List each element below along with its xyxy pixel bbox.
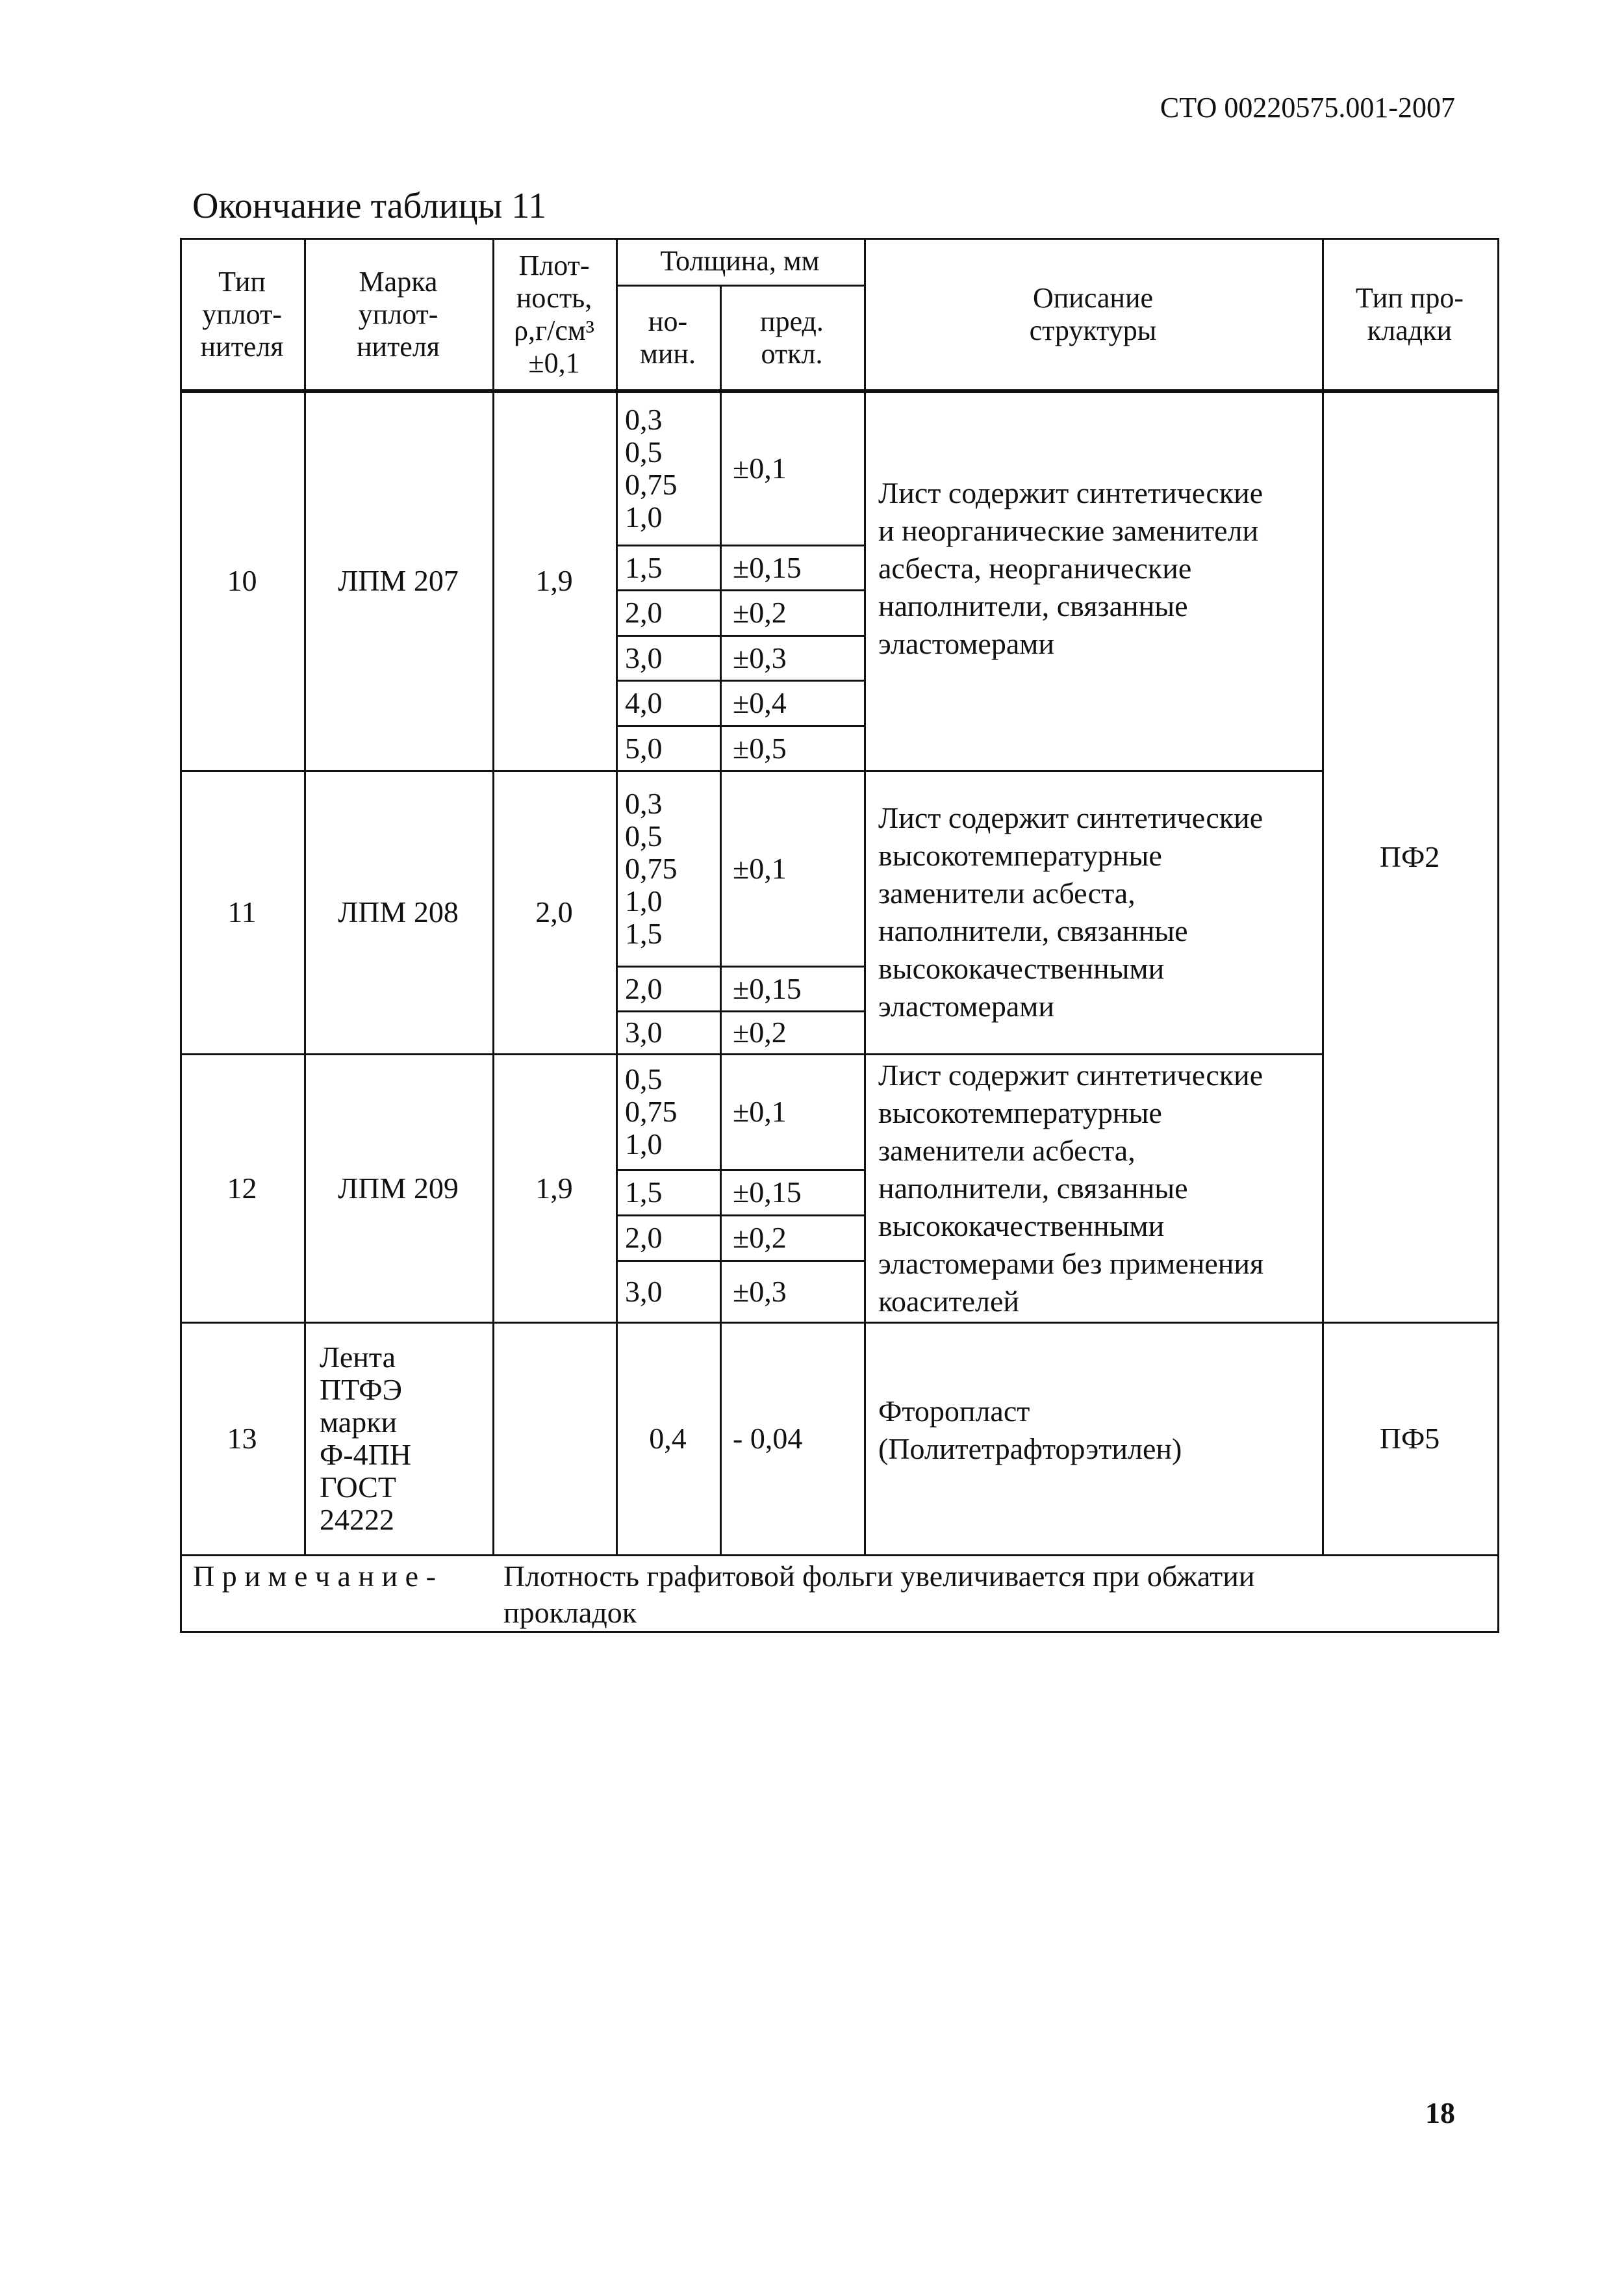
header-bottom-rule [180,389,1497,393]
row-type-line: 10 [227,564,257,597]
row-deviation-line: ±0,2 [733,1016,787,1049]
header-thickness-line: Толщина, мм [660,245,820,277]
header-nominal-line: но- [648,305,688,337]
row-description [864,1322,1322,1555]
row-nominal [616,771,720,966]
subrow-rule [616,589,864,591]
header-density-line: ность, [516,282,592,314]
row-density [492,1322,616,1555]
row-density [492,771,616,1054]
row-description-line: высокотемпературные [878,1096,1162,1129]
row-nominal [616,391,720,545]
header-density-line: ±0,1 [528,347,580,379]
row-nominal-line: 0,3 [625,786,663,820]
row-description-line: асбеста, неорганические [878,552,1192,585]
row-description-line: Лист содержит синтетические [878,801,1263,834]
column-rule [1322,238,1324,1555]
row-description-line: высокотемпературные [878,839,1162,872]
row-deviation [720,1054,864,1170]
row-type-line: 11 [227,895,257,929]
header-brand-line: нителя [356,331,440,363]
row-brand-line: ГОСТ [320,1470,397,1504]
row-deviation [720,1261,864,1322]
header-gasket [1322,238,1497,391]
table-caption: Окончание таблицы 11 [192,186,547,226]
row-description [864,771,1322,1054]
note-label: П р и м е ч а н и е - [193,1559,436,1593]
row-description [864,1054,1322,1322]
row-brand-line: ЛПМ 207 [338,564,459,597]
row-brand-line: ПТФЭ [320,1373,403,1406]
row-brand [304,391,492,771]
row-nominal-line: 0,3 [625,402,663,436]
header-sub-rule [616,285,864,287]
row-rule [180,770,1322,772]
subrow-rule [616,680,864,682]
row-type [180,771,304,1054]
row-deviation [720,966,864,1011]
outer-rule [1497,238,1499,1633]
row-type [180,1322,304,1555]
row-nominal [616,1322,720,1555]
row-nominal [616,1011,720,1054]
gasket-pf5-line: ПФ5 [1379,1422,1440,1455]
header-description [864,238,1322,391]
row-nominal-line: 2,0 [625,596,663,629]
row-nominal-line: 1,5 [625,550,663,584]
row-deviation [720,1170,864,1215]
row-brand [304,771,492,1054]
row-deviation-line: ±0,4 [733,686,787,719]
row-type [180,391,304,771]
row-description-line: эластомерами [878,990,1054,1023]
header-gasket-line: кладки [1367,314,1453,346]
row-deviation-line: ±0,1 [733,451,787,485]
row-density-line: 1,9 [535,1171,573,1205]
row-nominal-line: 3,0 [625,641,663,674]
header-type-line: нителя [200,331,284,363]
row-deviation-line: ±0,15 [733,1175,802,1209]
row-type-line: 12 [227,1171,257,1205]
row-rule [180,1322,1322,1324]
row-density [492,391,616,771]
row-nominal-line: 5,0 [625,731,663,765]
body-bottom-rule [180,1554,1497,1556]
row-brand [304,1054,492,1322]
header-type [180,238,304,391]
row-deviation [720,1011,864,1054]
row-rule [1322,1322,1497,1324]
row-nominal [616,966,720,1011]
table-top-rule [180,238,1497,240]
row-type [180,1054,304,1322]
row-deviation-line: ±0,3 [733,1274,787,1308]
row-deviation-line: ±0,2 [733,596,787,629]
header-type-line: уплот- [202,298,282,330]
subrow-rule [616,1169,864,1171]
header-thickness [616,238,864,285]
subrow-rule [616,1214,864,1216]
row-brand-line: марки [320,1405,398,1439]
header-nominal-line: мин. [640,338,696,370]
document-code: СТО 00220575.001-2007 [1160,92,1455,123]
row-nominal [616,1261,720,1322]
row-brand-line: ЛПМ 209 [338,1171,459,1205]
column-rule [304,238,306,1555]
row-brand-line: Лента [320,1341,396,1374]
row-nominal-line: 2,0 [625,971,663,1005]
row-deviation-line: ±0,3 [733,641,787,674]
row-density-line: 2,0 [535,895,573,929]
header-description-line: Описание [1032,282,1154,314]
note-text: прокладок [503,1596,637,1629]
header-deviation [720,285,864,391]
row-density [492,1054,616,1322]
row-description-line: коасителей [878,1284,1019,1318]
note-text: Плотность графитовой фольги увеличивается при обжатии [503,1559,1255,1593]
row-description-line: Лист содержит синтетические [878,476,1263,509]
row-nominal [616,590,720,635]
row-nominal [616,635,720,680]
row-description-line: (Политетрафторэтилен) [878,1432,1182,1465]
row-description-line: Фторопласт [878,1394,1030,1428]
subrow-rule [616,545,864,546]
row-brand-line: ЛПМ 208 [338,895,459,929]
row-nominal [616,680,720,726]
row-nominal-line: 2,0 [625,1221,663,1254]
row-nominal [616,1170,720,1215]
gasket-pf5 [1322,1322,1497,1555]
row-deviation-line: ±0,1 [733,1095,787,1128]
row-nominal-line: 1,5 [625,916,663,950]
row-nominal-line: 0,5 [625,435,663,468]
row-nominal-line: 0,75 [625,851,678,885]
row-deviation [720,771,864,966]
row-nominal-line: 0,75 [625,467,678,501]
row-nominal-line: 0,4 [649,1422,687,1455]
row-brand-line: 24222 [320,1503,394,1536]
header-deviation-line: откл. [761,338,823,370]
header-brand [304,238,492,391]
row-deviation-line: ±0,15 [733,550,802,584]
gasket-pf2 [1322,391,1497,1322]
row-deviation [720,391,864,545]
page-number: 18 [1425,2096,1455,2129]
row-deviation-line: ±0,1 [733,851,787,885]
header-brand-line: Марка [359,266,438,298]
header-description-line: структуры [1029,314,1157,346]
row-deviation-line: ±0,5 [733,731,787,765]
header-density-line: Плот- [518,250,590,281]
header-brand-line: уплот- [358,298,438,330]
header-gasket-line: Тип про- [1355,282,1464,314]
subrow-rule [616,1010,864,1012]
gasket-pf2-line: ПФ2 [1379,840,1440,873]
row-density-line: 1,9 [535,564,573,597]
outer-rule [180,238,182,1633]
row-deviation-line: ±0,2 [733,1221,787,1254]
header-density [492,238,616,391]
row-deviation [720,590,864,635]
row-nominal-line: 0,75 [625,1095,678,1128]
row-description-line: высококачественными [878,1209,1165,1242]
row-description-line: и неорганические заменители [878,514,1259,547]
subrow-rule [616,1260,864,1262]
row-nominal-line: 3,0 [625,1274,663,1308]
row-deviation [720,1322,864,1555]
row-nominal-line: 1,0 [625,500,663,533]
row-nominal-line: 0,5 [625,819,663,853]
subrow-rule [616,725,864,727]
column-rule [720,285,722,1555]
row-deviation [720,545,864,590]
row-nominal [616,726,720,771]
row-nominal-line: 1,5 [625,1175,663,1209]
subrow-rule [616,635,864,637]
row-nominal-line: 4,0 [625,686,663,719]
row-brand [304,1322,492,1555]
row-description-line: эластомерами [878,627,1054,660]
row-description-line: заменители асбеста, [878,877,1136,910]
header-density-line: ρ,г/см³ [514,314,594,346]
row-type-line: 13 [227,1422,257,1455]
row-nominal-line: 0,5 [625,1062,663,1096]
header-deviation-line: пред. [760,305,824,337]
column-rule [864,238,866,1555]
row-description-line: заменители асбеста, [878,1133,1136,1167]
row-deviation [720,1215,864,1261]
column-rule [492,238,494,1555]
header-nominal [616,285,720,391]
row-nominal [616,1215,720,1261]
row-deviation-line: - 0,04 [733,1422,803,1455]
row-deviation-line: ±0,15 [733,971,802,1005]
row-nominal-line: 3,0 [625,1016,663,1049]
row-brand-line: Ф-4ПН [320,1438,412,1471]
row-nominal [616,545,720,590]
row-nominal [616,1054,720,1170]
table-bottom-rule [180,1631,1497,1633]
row-description [864,391,1322,771]
row-description-line: наполнители, связанные [878,914,1188,947]
row-description-line: высококачественными [878,952,1165,985]
row-description-line: Лист содержит синтетические [878,1058,1263,1092]
row-description-line: наполнители, связанные [878,1171,1188,1205]
row-rule [180,1053,1322,1055]
row-deviation [720,726,864,771]
row-deviation [720,635,864,680]
header-type-line: Тип [218,266,266,298]
row-deviation [720,680,864,726]
row-description-line: эластомерами без применения [878,1246,1264,1280]
row-description-line: наполнители, связанные [878,589,1188,622]
row-nominal-line: 1,0 [625,1127,663,1161]
row-nominal-line: 1,0 [625,884,663,917]
column-rule [616,238,618,1555]
subrow-rule [616,966,864,968]
